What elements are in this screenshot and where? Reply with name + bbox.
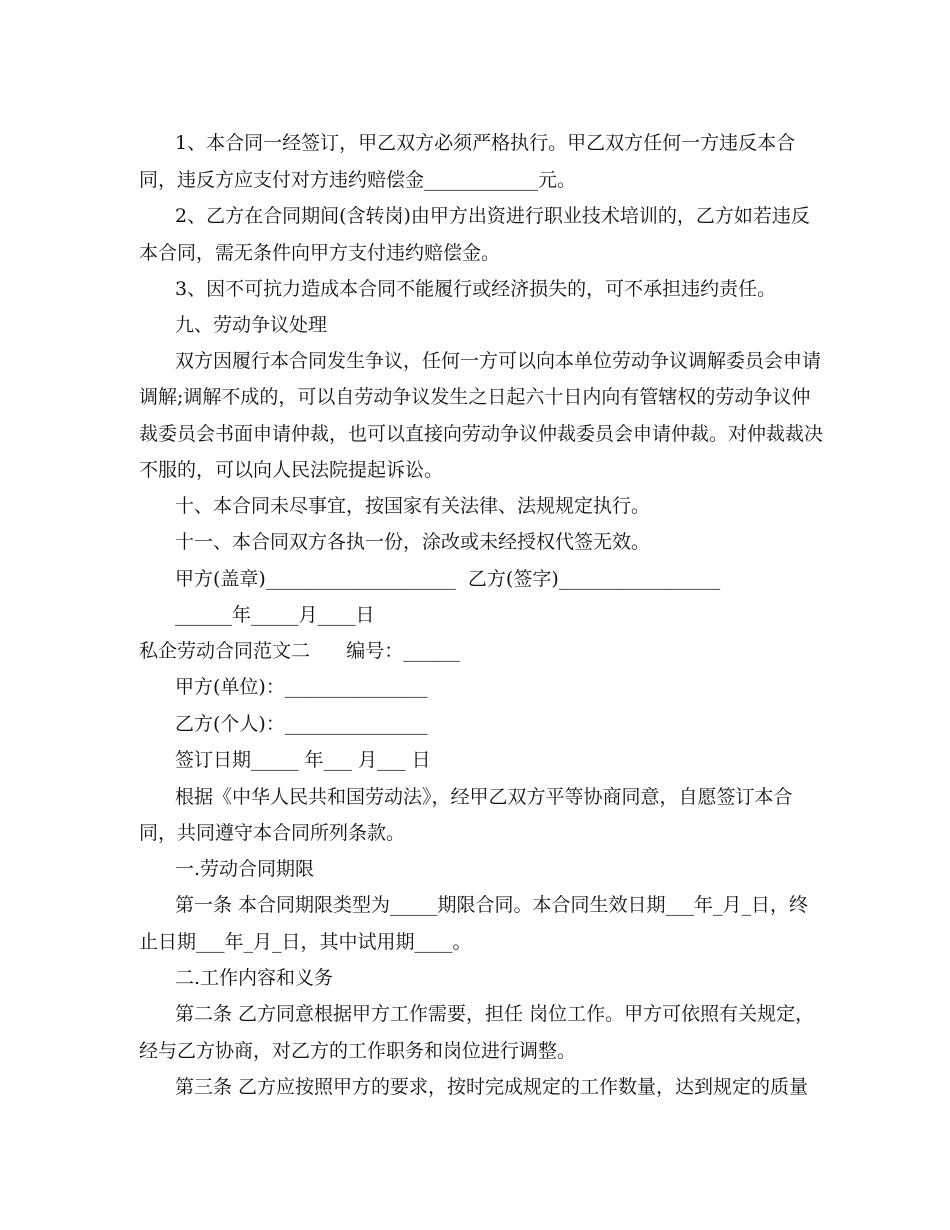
clause-line: 2、乙方在合同期间(含转岗)由甲方出资进行职业技术培训的，乙方如若违反 <box>175 205 810 227</box>
party-a-field: 甲方(单位)：_______________ <box>175 676 428 698</box>
document-title: 私企劳动合同范文二 编号：______ <box>139 640 461 662</box>
signature-line: 甲方(盖章)____________________ 乙方(签字)_________________ <box>175 568 721 590</box>
signing-date-field: 签订日期_____ 年___ 月___ 日 <box>175 749 431 771</box>
section-heading: 二.工作内容和义务 <box>175 967 334 989</box>
party-b-field: 乙方(个人)：_______________ <box>175 713 428 735</box>
clause-line: 第一条 本合同期限类型为_____期限合同。本合同生效日期___年_月_日，终 <box>175 894 809 916</box>
date-line: ______年_____月____日 <box>175 604 375 626</box>
clause-line: 1、本合同一经签订，甲乙双方必须严格执行。甲乙双方任何一方违反本合 <box>175 132 796 154</box>
clause-line: 十、本合同未尽事宜，按国家有关法律、法规规定执行。 <box>175 495 651 517</box>
clause-line: 十一、本合同双方各执一份，涂改或未经授权代签无效。 <box>175 531 651 553</box>
clause-line: 3、因不可抗力造成本合同不能履行或经济损失的，可不承担违约责任。 <box>175 278 777 300</box>
section-heading: 九、劳动争议处理 <box>175 314 328 336</box>
clause-line: 裁委员会书面申请仲裁，也可以直接向劳动争议仲裁委员会申请仲裁。对仲裁裁决 <box>139 423 824 445</box>
clause-line: 本合同，需无条件向甲方支付违约赔偿金。 <box>139 242 501 264</box>
clause-line: 止日期___年_月_日，其中试用期____。 <box>139 931 472 953</box>
clause-line: 不服的，可以向人民法院提起诉讼。 <box>139 459 444 481</box>
section-heading: 一.劳动合同期限 <box>175 858 315 880</box>
clause-line: 双方因履行本合同发生争议，任何一方可以向本单位劳动争议调解委员会申请 <box>175 350 822 372</box>
clause-line: 同，共同遵守本合同所列条款。 <box>139 822 406 844</box>
clause-line: 第三条 乙方应按照甲方的要求，按时完成规定的工作数量，达到规定的质量 <box>175 1076 809 1098</box>
clause-line: 第二条 乙方同意根据甲方工作需要，担任 岗位工作。甲方可依照有关规定， <box>175 1003 815 1025</box>
clause-line: 调解;调解不成的，可以自劳动争议发生之日起六十日内向有管辖权的劳动争议仲 <box>139 386 811 408</box>
clause-line: 根据《中华人民共和国劳动法》，经甲乙双方平等协商同意，自愿签订本合 <box>175 786 793 808</box>
clause-line: 经与乙方协商，对乙方的工作职务和岗位进行调整。 <box>139 1040 577 1062</box>
clause-line: 同，违反方应支付对方违约赔偿金____________元。 <box>139 169 577 191</box>
